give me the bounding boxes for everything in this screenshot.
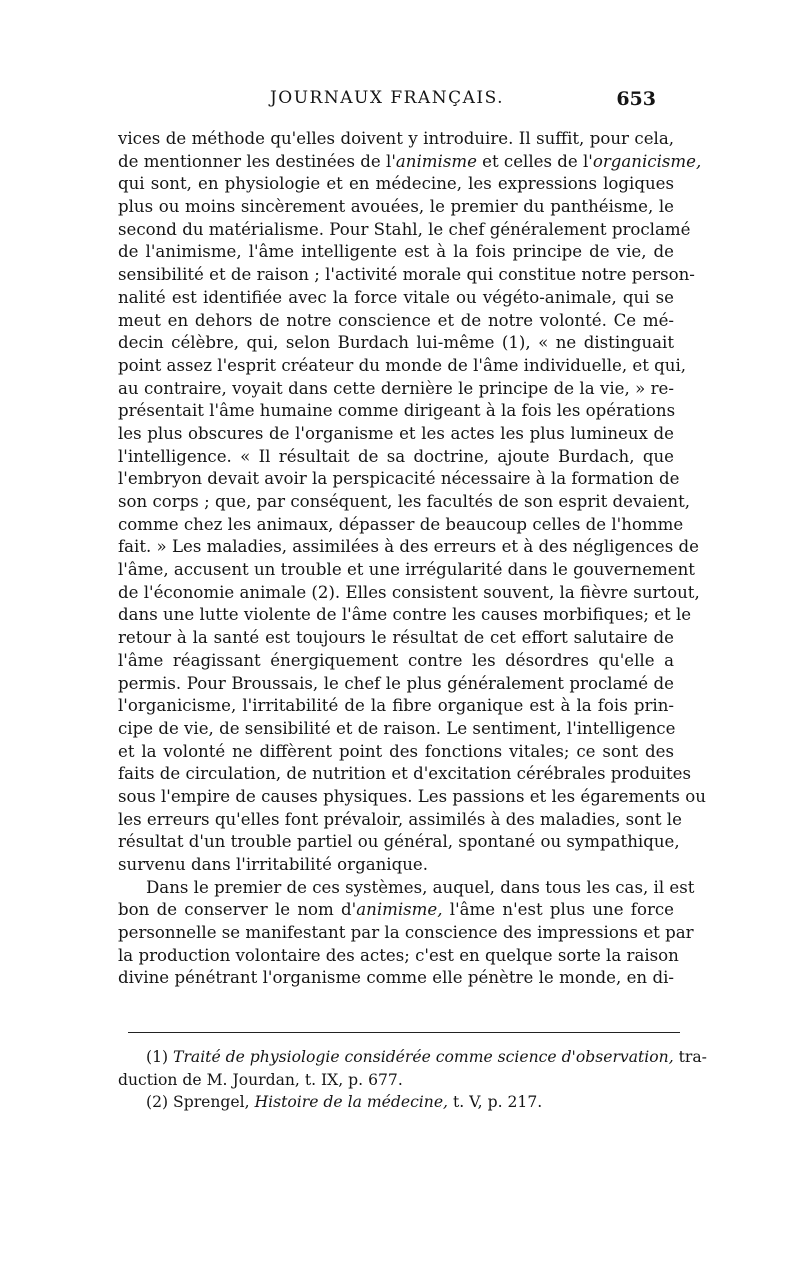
text-run: t. V, p. 217. (448, 1093, 543, 1111)
text-line: comme chez les animaux, dépasser de beaucoup celles de l'homme (118, 514, 684, 534)
text-line: retour à la santé est toujours le résultat de cet effort salutaire de (118, 628, 674, 648)
text-line: meut en dehors de notre conscience et de notre volonté. Ce mé- (118, 310, 674, 330)
text-line: permis. Pour Broussais, le chef le plus généralement proclamé de (118, 673, 674, 693)
text-line: résultat d'un trouble partiel ou général, spontané ou sympathique, (118, 832, 680, 852)
text-line: vices de méthode qu'elles doivent y introduire. Il suffit, pour cela, (118, 129, 674, 148)
text-line: point assez l'esprit créateur du monde de l'âme individuelle, et qui, (118, 355, 687, 375)
text-run: l'âme n'est plus une force (442, 900, 674, 920)
text-line: plus ou moins sincèrement avouées, le premier du panthéisme, le (118, 197, 674, 217)
text-line: l'intelligence. « Il résultait de sa doctrine, ajoute Burdach, que (118, 446, 674, 466)
text-line: présentait l'âme humaine comme dirigeant à la fois les opérations (118, 401, 676, 421)
text-run: et celles de l' (476, 151, 593, 171)
text-run: bon de conserver le nom d' (118, 900, 357, 920)
footnote-marker: (1) (146, 1048, 174, 1066)
text-line: cipe de vie, de sensibilité et de raison. Le sentiment, l'intelligence (118, 718, 676, 738)
text-line: de l'économie animale (2). Elles consistent souvent, la fièvre surtout, (118, 582, 700, 602)
text-line: nalité est identifiée avec la force vitale ou végéto-animale, qui se (118, 287, 674, 307)
footnote-title: Histoire de la médecine, (254, 1093, 449, 1111)
text-run: de mentionner les destinées de l' (118, 151, 396, 171)
text-run: tra- (673, 1048, 707, 1066)
text-line: l'organicisme, l'irritabilité de la fibre organique est à la fois prin- (118, 696, 674, 716)
text-line: de l'animisme, l'âme intelligente est à la fois principe de vie, de (118, 242, 674, 262)
text-line: divine pénétrant l'organisme comme elle pénètre le monde, en di- (118, 968, 674, 988)
footnote-rule (128, 1032, 680, 1033)
footnote-marker: (2) Sprengel, (146, 1093, 255, 1111)
italic-term: animisme (395, 151, 477, 171)
body-text (118, 128, 706, 990)
text-line (118, 151, 702, 174)
italic-term: animisme, (356, 900, 443, 920)
text-line: second du matérialisme. Pour Stahl, le chef généralement proclamé (118, 219, 691, 239)
text-line: son corps ; que, par conséquent, les facultés de son esprit devaient, (118, 492, 691, 511)
text-line: qui sont, en physiologie et en médecine, les expressions logiques (118, 174, 674, 194)
text-line: sous l'empire de causes physiques. Les passions et les égarements ou (118, 786, 706, 806)
text-line: l'embryon devait avoir la perspicacité nécessaire à la formation de (118, 469, 680, 489)
text-line: les plus obscures de l'organisme et les actes les plus lumineux de (118, 423, 674, 443)
text-line: l'âme, accusent un trouble et une irrégularité dans le gouvernement (118, 560, 695, 580)
text-line: les erreurs qu'elles font prévaloir, assimilés à des maladies, sont le (118, 809, 682, 829)
footnotes (118, 1046, 707, 1114)
running-head (118, 88, 656, 112)
text-line: survenu dans l'irritabilité organique. (118, 855, 429, 874)
italic-term: organicisme, (592, 151, 702, 171)
text-line: l'âme réagissant énergiquement contre les désordres qu'elle a (118, 650, 674, 670)
footnote-2 (118, 1091, 674, 1114)
text-line: dans une lutte violente de l'âme contre les causes morbifiques; et le (118, 605, 692, 625)
text-line (118, 899, 674, 922)
page-number: 653 (616, 88, 656, 110)
text-line: au contraire, voyait dans cette dernière le principe de la vie, » re- (118, 378, 674, 398)
text-line: decin célèbre, qui, selon Burdach lui-même (1), « ne distinguait (118, 333, 674, 353)
footnote-title: Traité de physiologie considérée comme science d'observation, (173, 1048, 674, 1066)
text-line: et la volonté ne diffèrent point des fonctions vitales; ce sont des (118, 741, 674, 761)
text-line: personnelle se manifestant par la conscience des impressions et par (118, 923, 694, 943)
text-line: Dans le premier de ces systèmes, auquel, dans tous les cas, il est (146, 877, 695, 897)
text-line: sensibilité et de raison ; l'activité morale qui constitue notre person- (118, 265, 695, 285)
running-title: JOURNAUX FRANÇAIS. (269, 88, 505, 108)
text-line: faits de circulation, de nutrition et d'excitation cérébrales produites (118, 764, 691, 784)
text-line: fait. » Les maladies, assimilées à des erreurs et à des négligences de (118, 537, 699, 557)
footnote-1-continued: duction de M. Jourdan, t. IX, p. 677. (118, 1070, 403, 1089)
footnote-1 (118, 1046, 707, 1069)
text-line: la production volontaire des actes; c'est en quelque sorte la raison (118, 945, 679, 965)
